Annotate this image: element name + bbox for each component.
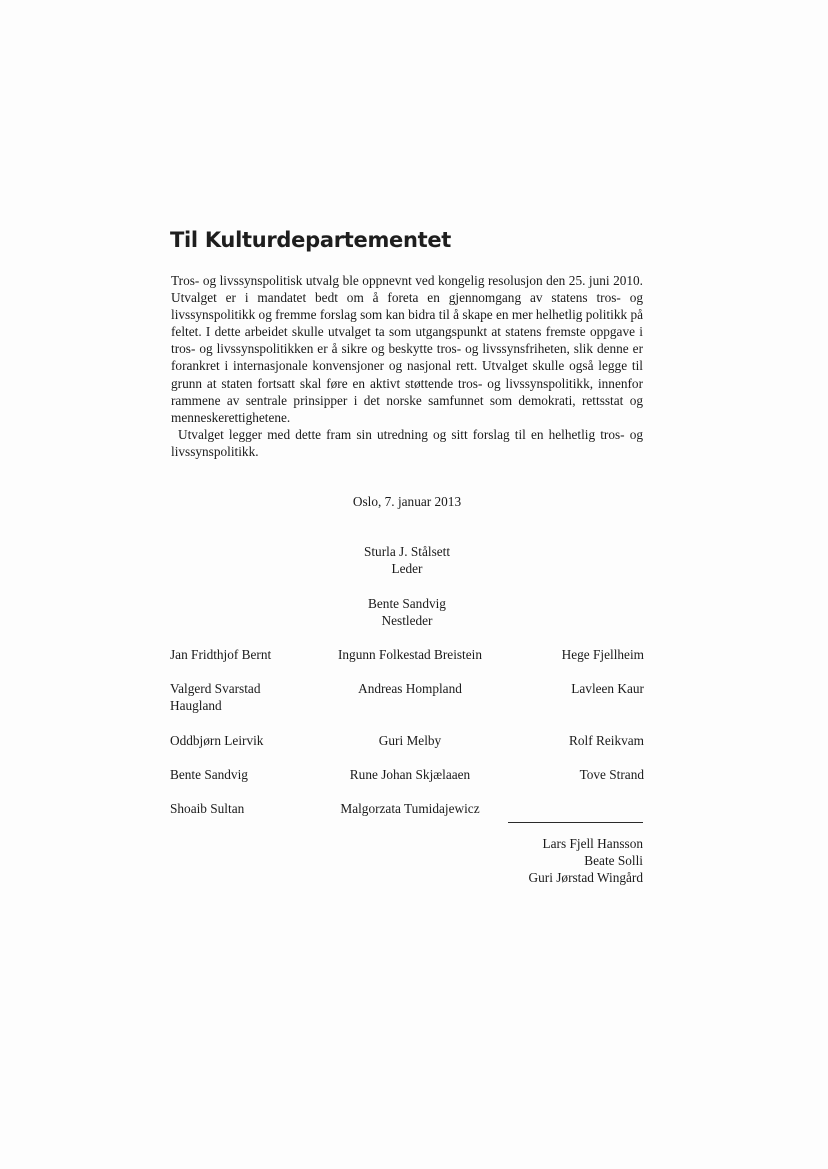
chair-name: Sturla J. Stålsett	[363, 544, 451, 559]
member-signature: Andreas Hompland	[358, 681, 462, 696]
secretariat-member: Beate Solli	[584, 853, 643, 868]
paragraph-mandate: Tros- og livssynspolitisk utvalg ble oppnevnt ved kongelig resolusjon den 25. juni 2010. Utvalget er i mandatet bedt om å foreta en gjennomgang av statens tros- og livssynspolitikk og fremme forslag som kan bidra til å skape en mer helhetlig politikk på feltet. I dette arbeidet skulle utvalget ta som utgangspunkt at statens fremste oppgave i tros- og livssynspolitikken er å sikre og beskytte tros- og livssynsfriheten, slik denne er forankret i internasjonale konvensjoner og nasjonal rett. Utvalget skulle også legge til grunn at staten fortsatt skal føre en aktivt støttende tros- og livssynspolitikk, innenfor rammene av sentrale prinsipper i det norske samfunnet som demokrati, rettsstat og menneskerettighetene.	[171, 273, 643, 425]
member-signature: Malgorzata Tumidajewicz	[340, 801, 480, 816]
place-date: Oslo, 7. januar 2013	[352, 494, 462, 509]
member-signature: Rolf Reikvam	[569, 733, 644, 748]
member-signature: Bente Sandvig	[170, 767, 248, 782]
secretariat-member: Guri Jørstad Wingård	[528, 870, 643, 885]
member-signature: Hege Fjellheim	[561, 647, 644, 662]
secretariat-member: Lars Fjell Hansson	[542, 836, 643, 851]
member-signature: Ingunn Folkestad Breistein	[337, 647, 483, 662]
secretariat-block	[460, 835, 643, 886]
member-signature: Rune Johan Skjælaaen	[349, 767, 471, 782]
member-signature: Valgerd Svarstad Haugland	[170, 681, 261, 713]
document-title: Til Kulturdepartementet	[170, 228, 452, 252]
member-signature: Guri Melby	[378, 733, 442, 748]
member-signature: Tove Strand	[579, 767, 644, 782]
vice-chair-role: Nestleder	[381, 613, 433, 628]
chair-role: Leder	[391, 561, 423, 576]
member-signature: Lavleen Kaur	[571, 681, 644, 696]
letter-body	[171, 272, 643, 460]
paragraph-submission: Utvalget legger med dette fram sin utredning og sitt forslag til en helhetlig tros- og livssynspolitikk.	[171, 426, 643, 459]
vice-chair-name: Bente Sandvig	[368, 596, 446, 611]
member-signature: Oddbjørn Leirvik	[170, 733, 264, 748]
secretariat-divider	[508, 822, 643, 823]
member-signature: Jan Fridthjof Bernt	[170, 647, 272, 662]
member-signature: Shoaib Sultan	[170, 801, 245, 816]
